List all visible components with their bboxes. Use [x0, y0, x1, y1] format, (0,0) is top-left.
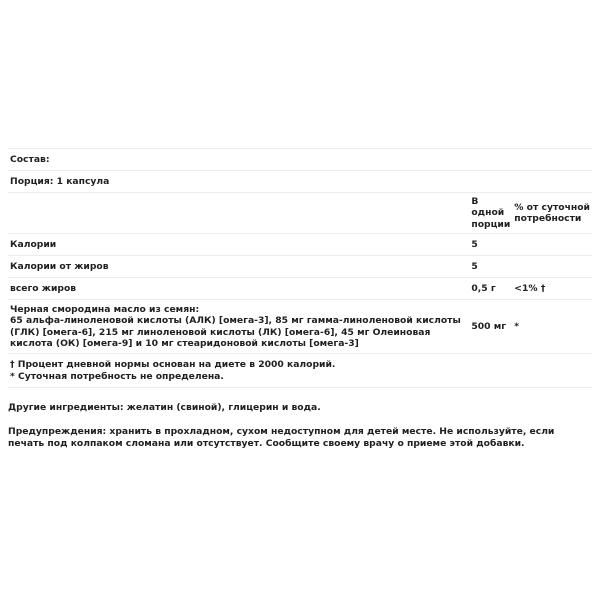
- oil-daily-value: *: [512, 300, 592, 354]
- footnotes-row: [8, 354, 592, 388]
- header-daily-value: % от суточной потребности: [512, 193, 592, 234]
- warnings-text: Предупреждения: хранить в прохладном, сухом недоступном для детей месте. Не используйте, если печать под колпаком сломана или отсутствует. Сообщите своему врачу о приеме этой добавки.: [8, 426, 555, 449]
- composition-row: [8, 149, 592, 171]
- table-row: [8, 278, 592, 300]
- oil-row: [8, 300, 592, 354]
- nutrient-name: всего жиров: [8, 278, 469, 300]
- oil-amount: 500 мг: [469, 300, 512, 354]
- serving-label: Порция: 1 капсула: [8, 171, 592, 193]
- nutrient-daily-value: [512, 256, 592, 278]
- footnotes-cell: [8, 354, 592, 388]
- table-row: [8, 234, 592, 256]
- composition-label: Состав:: [8, 149, 592, 171]
- nutrient-amount: 5: [469, 256, 512, 278]
- oil-title: Черная смородина масло из семян:: [10, 303, 200, 315]
- footnote-daily-value: † Процент дневной нормы основан на диете в 2000 калорий.: [10, 359, 336, 370]
- nutrient-daily-value: <1% †: [512, 278, 592, 300]
- other-ingredients: Другие ингредиенты: желатин (свиной), глицерин и вода.: [8, 402, 321, 413]
- nutrient-amount: 0,5 г: [469, 278, 512, 300]
- header-amount-per-serving: В одной порции: [469, 193, 512, 234]
- oil-name-cell: [8, 300, 469, 354]
- table-row: [8, 256, 592, 278]
- nutrient-name: Калории от жиров: [8, 256, 469, 278]
- table-header-row: [8, 193, 592, 234]
- nutrient-daily-value: [512, 234, 592, 256]
- supplement-facts-table: [8, 148, 592, 388]
- footnote-not-established: * Суточная потребность не определена.: [10, 370, 224, 382]
- nutrient-amount: 5: [469, 234, 512, 256]
- serving-row: [8, 171, 592, 193]
- oil-detail: 65 альфа-линоленовой кислоты (АЛК) [омега-3], 85 мг гамма-линоленовой кислоты (ГЛК) [омега-6], 215 мг линоленовой кислоты (ЛК) [омега-6], 45 мг Олеиновая кислота (ОК) [омега-9] и 10 мг стеаридоновой кислоты [омега-3]: [10, 315, 461, 349]
- header-empty-cell: [8, 193, 469, 234]
- nutrient-name: Калории: [8, 234, 469, 256]
